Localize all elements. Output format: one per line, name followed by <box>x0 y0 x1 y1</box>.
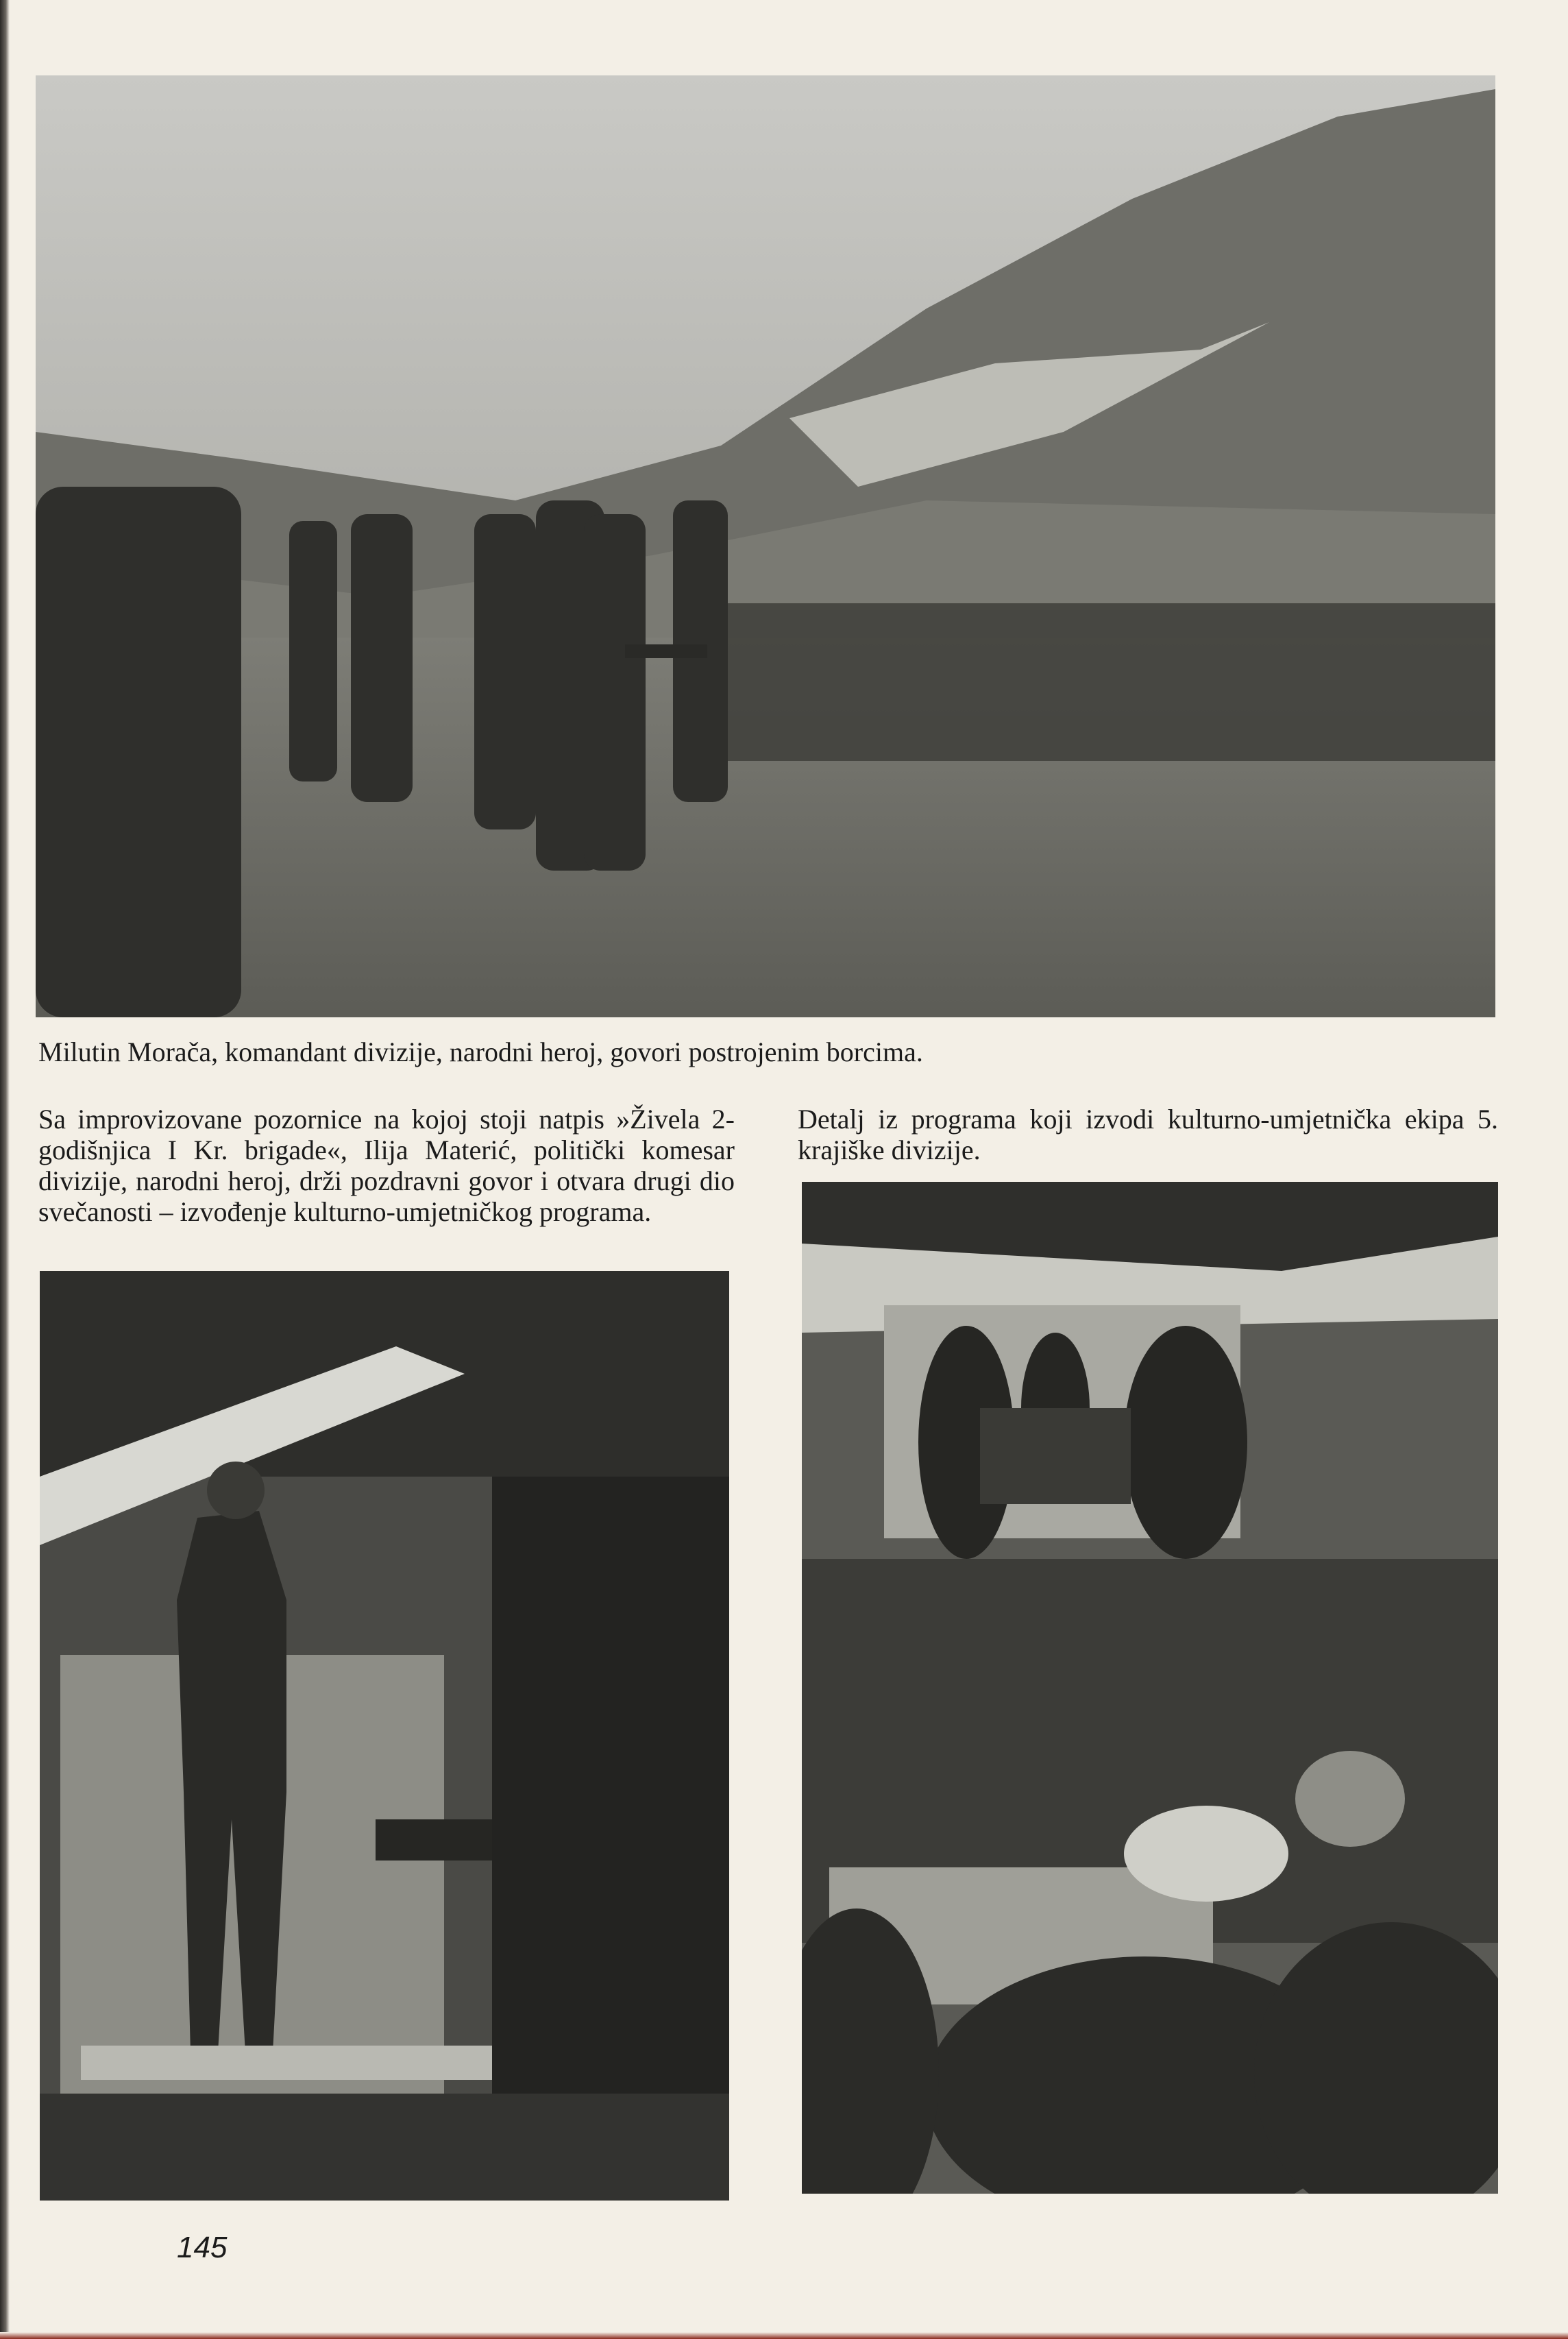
caption-top-photo: Milutin Morača, komandant divizije, narodni heroj, govori postrojenim borcima. <box>38 1037 923 1067</box>
page-number: 145 <box>177 2231 228 2264</box>
photo-cultural-program <box>802 1182 1498 2194</box>
photo-commander-speech <box>36 75 1495 1017</box>
photo-commissar-on-stage <box>40 1271 729 2201</box>
page-edge-bottom <box>0 2332 1568 2339</box>
caption-right-photo: Detalj iz programa koji izvodi kulturno-umjetnička ekipa 5. krajiške divizije. <box>798 1104 1498 1165</box>
page-edge <box>0 0 10 2339</box>
caption-left-photo: Sa improvizovane pozornice na kojoj stoji natpis »Živela 2-godišnjica I Kr. brigade«, Ilija Materić, politički komesar divizije, narodni heroj, drži pozdravni govor i otvara drugi dio svečanosti – izvođenje kulturno-umjetničkog programa. <box>38 1104 735 1227</box>
